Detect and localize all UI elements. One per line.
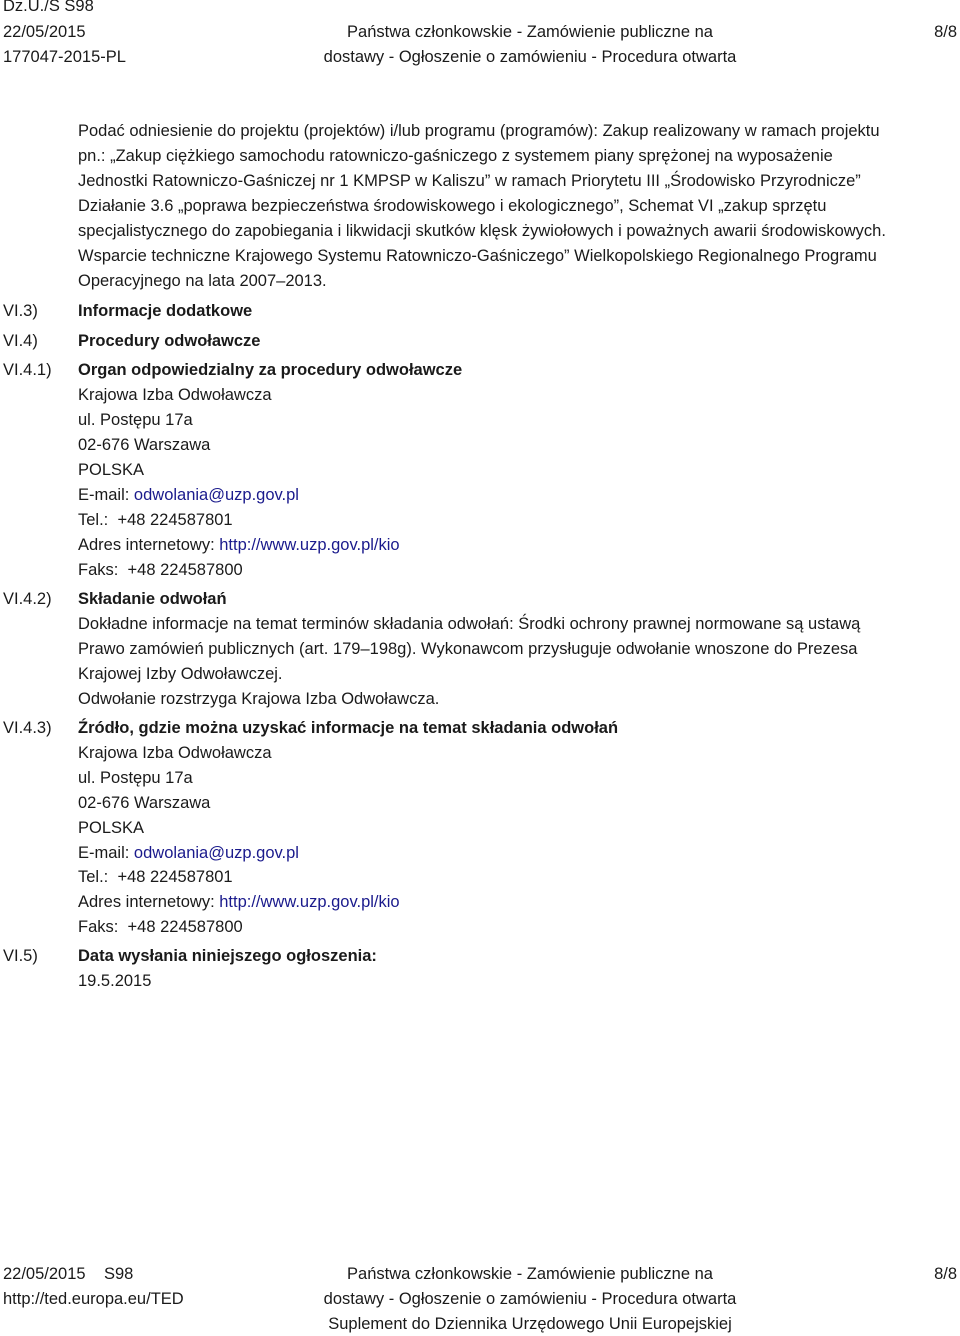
footer-date-journal xyxy=(3,1262,133,1286)
intro-line: Działanie 3.6 „poprawa bezpieczeństwa środowiskowego i ekologicznego”, Schemat VI „zakup sprzętu xyxy=(78,197,827,215)
section-title-lodging-appeals: Składanie odwołań xyxy=(78,590,227,608)
header-doc-id: 177047-2015-PL xyxy=(3,48,126,66)
appeals-line: Dokładne informacje na temat terminów składania odwołań: Środki ochrony prawnej normowane są ustawą xyxy=(78,615,861,633)
intro-line: pn.: „Zakup ciężkiego samochodu ratowniczo-gaśniczego z systemem piany sprężonej na wyposażenie xyxy=(78,147,833,165)
intro-line: Operacyjnego na lata 2007–2013. xyxy=(78,272,327,290)
fax-row xyxy=(78,560,243,580)
org-name: Krajowa Izba Odwoławcza xyxy=(78,386,272,404)
fax-label: Faks: xyxy=(78,918,119,936)
email-row xyxy=(78,843,299,863)
appeals-line: Krajowej Izby Odwoławczej. xyxy=(78,665,283,683)
header-page: 8/8 xyxy=(934,23,957,41)
header-title-line1: Państwa członkowskie - Zamówienie publiczne na xyxy=(347,23,713,41)
tel-value: +48 224587801 xyxy=(117,511,233,529)
web-row xyxy=(78,535,400,555)
org-country: POLSKA xyxy=(78,819,145,837)
intro-line: specjalistycznego do zapobiegania i likwidacji skutków klęsk żywiołowych i poważnych awarii środowiskowych. xyxy=(78,222,886,240)
org-street: ul. Postępu 17a xyxy=(78,769,193,787)
section-number-vi43: VI.4.3) xyxy=(3,719,52,737)
intro-line: Podać odniesienie do projektu (projektów) i/lub programu (programów): Zakup realizowany w ramach projektu xyxy=(78,122,880,140)
tel-label: Tel.: xyxy=(78,868,109,886)
email-link[interactable]: odwolania@uzp.gov.pl xyxy=(133,844,299,862)
section-title-review-procedures: Procedury odwoławcze xyxy=(78,332,261,350)
footer-journal: S98 xyxy=(103,1265,134,1283)
fax-value: +48 224587800 xyxy=(127,561,243,579)
footer-title-line3: Suplement do Dziennika Urzędowego Unii Europejskiej xyxy=(328,1315,732,1333)
tel-value: +48 224587801 xyxy=(117,868,233,886)
footer-date: 22/05/2015 xyxy=(3,1265,86,1283)
email-row xyxy=(78,485,299,505)
appeals-line: Odwołanie rozstrzyga Krajowa Izba Odwoławcza. xyxy=(78,690,440,708)
intro-line: Wsparcie techniczne Krajowego Systemu Ratowniczo-Gaśniczego” Wielkopolskiego Regionalnego Programu xyxy=(78,247,877,265)
section-number-vi3: VI.3) xyxy=(3,302,38,320)
section-number-vi5: VI.5) xyxy=(3,947,38,965)
tel-row xyxy=(78,867,233,887)
fax-row xyxy=(78,917,243,937)
web-label: Adres internetowy: xyxy=(78,536,220,554)
org-country: POLSKA xyxy=(78,461,145,479)
tel-label: Tel.: xyxy=(78,511,109,529)
email-link[interactable]: odwolania@uzp.gov.pl xyxy=(133,486,299,504)
fax-value: +48 224587800 xyxy=(127,918,243,936)
footer-url[interactable]: http://ted.europa.eu/TED xyxy=(3,1290,184,1308)
section-title-additional-info: Informacje dodatkowe xyxy=(78,302,253,320)
fax-label: Faks: xyxy=(78,561,119,579)
section-number-vi4: VI.4) xyxy=(3,332,38,350)
header-title-line2: dostawy - Ogłoszenie o zamówieniu - Procedura otwarta xyxy=(323,48,737,66)
email-label: E-mail: xyxy=(78,844,134,862)
section-title-dispatch-date: Data wysłania niniejszego ogłoszenia: xyxy=(78,947,377,965)
header-date: 22/05/2015 xyxy=(3,23,86,41)
web-link[interactable]: http://www.uzp.gov.pl/kio xyxy=(219,536,400,554)
org-city: 02-676 Warszawa xyxy=(78,794,211,812)
section-number-vi41: VI.4.1) xyxy=(3,361,52,379)
footer-title-line2: dostawy - Ogłoszenie o zamówieniu - Procedura otwarta xyxy=(323,1290,737,1308)
org-name: Krajowa Izba Odwoławcza xyxy=(78,744,272,762)
web-label: Adres internetowy: xyxy=(78,893,220,911)
dispatch-date-value: 19.5.2015 xyxy=(78,972,152,990)
org-street: ul. Postępu 17a xyxy=(78,411,193,429)
section-title-review-body: Organ odpowiedzialny za procedury odwoławcze xyxy=(78,361,463,379)
org-city: 02-676 Warszawa xyxy=(78,436,211,454)
tel-row xyxy=(78,510,233,530)
email-label: E-mail: xyxy=(78,486,134,504)
section-title-info-source: Źródło, gdzie można uzyskać informacje na temat składania odwołań xyxy=(78,719,619,737)
web-row xyxy=(78,892,400,912)
web-link[interactable]: http://www.uzp.gov.pl/kio xyxy=(219,893,400,911)
intro-line: Jednostki Ratowniczo-Gaśniczej nr 1 KMPSP w Kaliszu” w ramach Priorytetu III „Środowisko Przyrodnicze” xyxy=(78,172,861,190)
section-number-vi42: VI.4.2) xyxy=(3,590,52,608)
footer-page: 8/8 xyxy=(934,1265,957,1283)
header-journal: Dz.U./S S98 xyxy=(3,0,94,15)
appeals-line: Prawo zamówień publicznych (art. 179–198g). Wykonawcom przysługuje odwołanie wnoszone do Prezesa xyxy=(78,640,858,658)
footer-title-line1: Państwa członkowskie - Zamówienie publiczne na xyxy=(347,1265,713,1283)
